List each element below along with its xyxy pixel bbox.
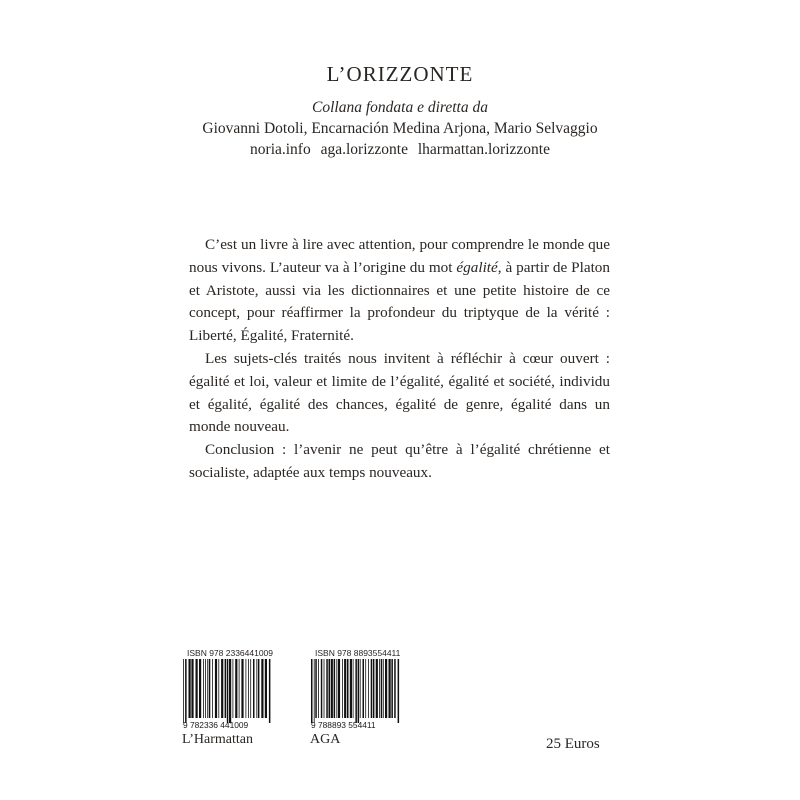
barcode-bar (334, 659, 336, 718)
barcode-bar (342, 659, 343, 718)
site-aga: aga.lorizzonte (320, 141, 408, 158)
barcode-bar (203, 659, 204, 718)
barcode-bar (218, 659, 219, 718)
series-sites (0, 139, 800, 160)
barcode-bar (258, 659, 260, 718)
barcode-bar (394, 659, 396, 718)
barcode-bar (353, 659, 354, 718)
barcode-bar (389, 659, 391, 718)
barcode-bar (321, 659, 323, 718)
barcode-bar (373, 659, 375, 718)
barcode-bar (329, 659, 331, 718)
barcode-bar (365, 659, 366, 718)
barcode-bar (235, 659, 237, 718)
barcode-bar (383, 659, 384, 718)
barcode-bar (233, 659, 234, 718)
price: 25 Euros (546, 736, 600, 752)
barcode-digits: 9 788893 554411 (311, 720, 376, 730)
barcode-bar (344, 659, 346, 718)
barcode-bar (360, 659, 361, 718)
barcode-bar (326, 659, 328, 718)
series-title: L’ORIZZONTE (326, 62, 474, 86)
barcode-bar (347, 659, 349, 718)
barcode-bar (381, 659, 383, 718)
barcode-bar (189, 659, 191, 718)
barcode-bar (379, 659, 380, 718)
barcode-lharmattan (182, 648, 274, 748)
isbn-label: ISBN 978 8893554411 (315, 648, 401, 658)
barcode-bar (212, 659, 213, 718)
barcode-bar (191, 659, 193, 718)
barcode-bar (350, 659, 352, 718)
publisher-name: AGA (310, 732, 341, 747)
barcode-bar (331, 659, 333, 718)
barcode-bar (265, 659, 267, 718)
term-egalite: égalité (456, 258, 498, 276)
barcode-bar (209, 659, 211, 718)
barcode-bar (318, 659, 319, 718)
barcode-bar (229, 659, 231, 723)
barcode-bar (239, 659, 240, 718)
series-directors: Giovanni Dotoli, Encarnación Medina Arjona, Mario Selvaggio (202, 120, 598, 137)
barcode-image (182, 659, 274, 730)
barcode-bar (311, 659, 313, 723)
barcode-bar (215, 659, 217, 718)
barcode-bar (196, 659, 198, 718)
barcode-bar (253, 659, 255, 718)
barcode-bar (221, 659, 223, 718)
barcode-bar (391, 659, 393, 718)
barcode-bar (225, 659, 227, 718)
barcode-bar (205, 659, 206, 718)
barcode-bar (227, 659, 229, 723)
barcode-bar (256, 659, 257, 718)
barcode-bar (183, 659, 184, 723)
barcode-bar (261, 659, 263, 718)
barcode-bar (199, 659, 201, 718)
book-description (189, 234, 610, 485)
barcode-bar (336, 659, 337, 718)
barcode-bar (358, 659, 360, 723)
barcode-digits: 9 782336 441009 (183, 720, 249, 730)
site-lharmattan: lharmattan.lorizzonte (417, 141, 550, 158)
barcode-bar (315, 659, 317, 718)
isbn-label: ISBN 978 2336441009 (187, 648, 274, 658)
barcode-bar (355, 659, 357, 723)
barcode-bar (363, 659, 365, 718)
barcode-bar (185, 659, 187, 723)
description-paragraph-3: Conclusion : l’avenir ne peut qu’être à l’égalité chrétienne et socialiste, adaptée aux temps nouveaux. (189, 441, 610, 481)
barcode-bar (368, 659, 369, 718)
barcode-bar (314, 659, 315, 723)
barcode-bar (250, 659, 251, 718)
barcode-bar (248, 659, 249, 718)
barcode-bar (371, 659, 373, 718)
barcode-bar (385, 659, 387, 718)
site-noria: noria.info (250, 141, 311, 158)
description-paragraph-2: Les sujets-clés traités nous invitent à réfléchir à cœur ouvert : égalité et loi, valeur et limite de l’égalité, égalité et société, individu et égalité, égalité des chances, égalité de genre, égalité dans un monde nouveau. (189, 349, 610, 436)
barcode-bar (241, 659, 243, 718)
barcode-image (310, 659, 402, 730)
barcode-bar (324, 659, 325, 718)
barcode-bar (246, 659, 247, 718)
series-subtitle: Collana fondata e diretta da (312, 99, 488, 116)
description-paragraph-1: C’est un livre à lire avec attention, pour comprendre le monde que nous vivons. L’auteur va à l’origine du mot égalité, à partir de Platon et Aristote, aussi via les dictionnaires et une petite histoire de ce concept, pour réaffirmer la profondeur du triptyque de la vérité : Liberté, Égalité, Fraternité. (189, 236, 610, 345)
barcode-bar (269, 659, 271, 723)
barcode-bar (207, 659, 208, 718)
barcode-bar (376, 659, 378, 718)
barcode-bar (338, 659, 340, 718)
publisher-name: L’Harmattan (182, 732, 254, 747)
barcode-aga (310, 648, 402, 748)
series-header (0, 62, 800, 160)
barcode-bar (398, 659, 400, 723)
